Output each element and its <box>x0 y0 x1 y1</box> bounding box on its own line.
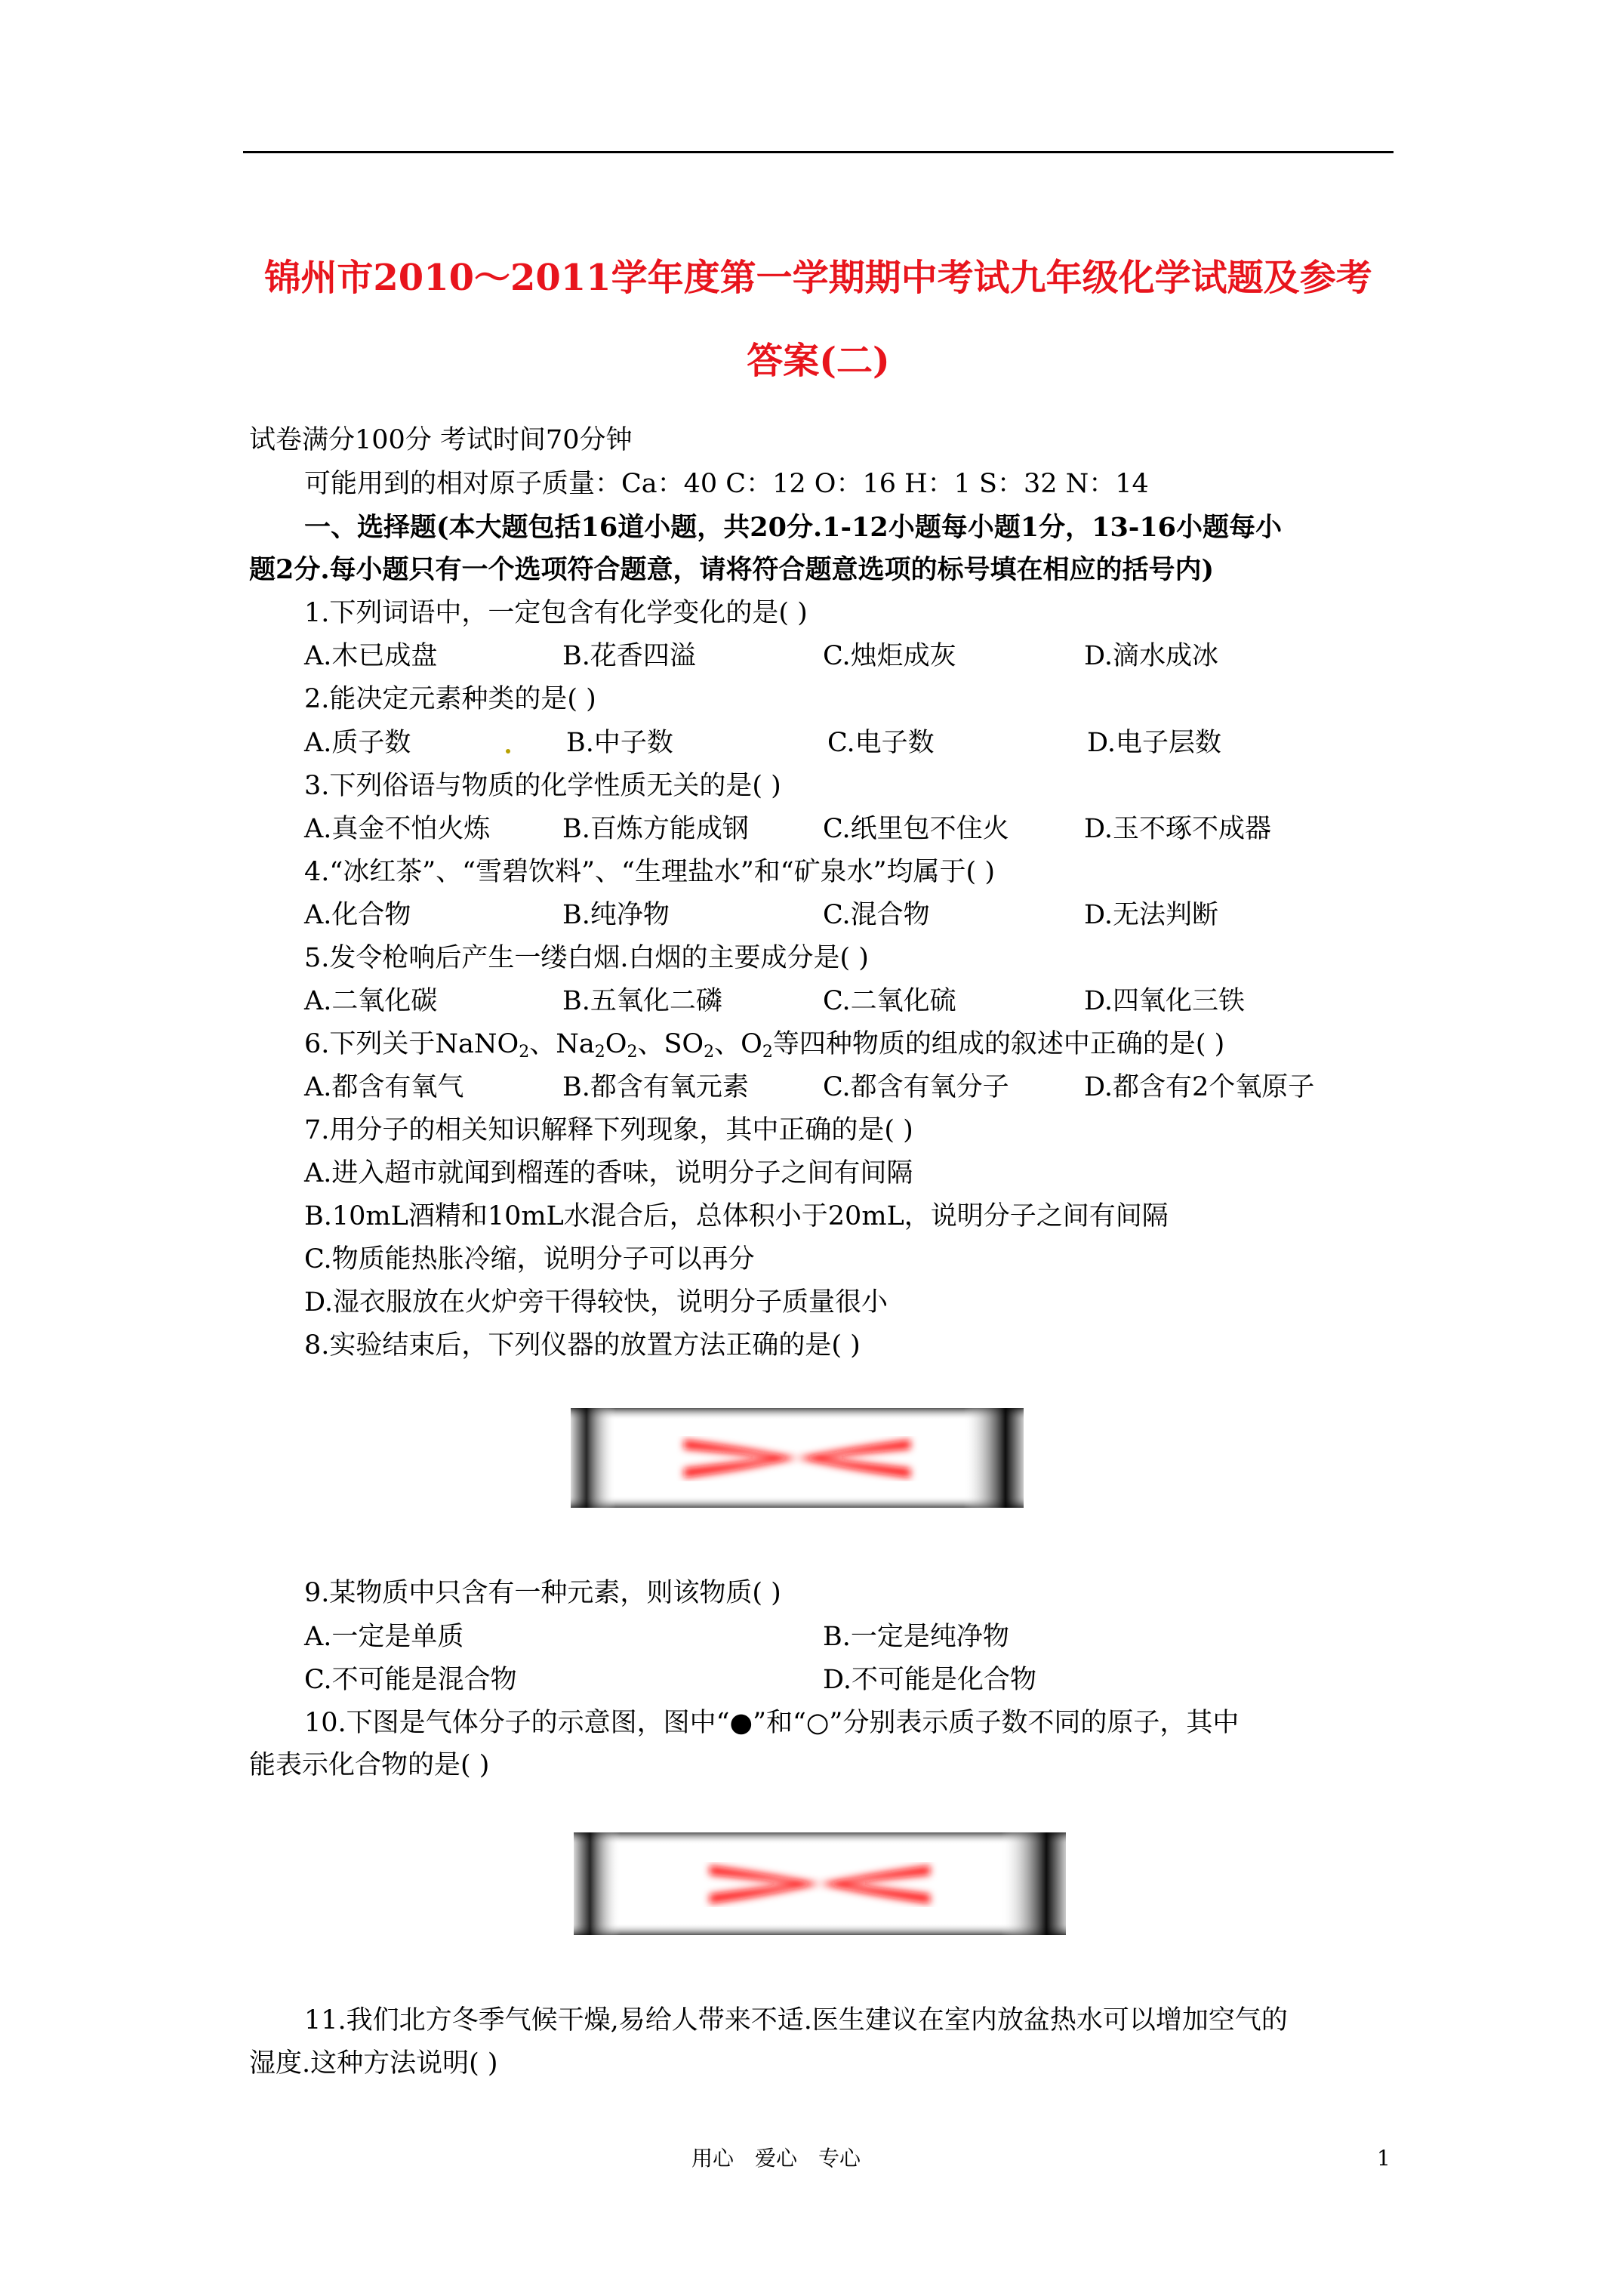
question-9-option-c: C.不可能是混合物 <box>304 1665 517 1695</box>
question-4-option-b: B.纯净物 <box>562 900 670 930</box>
page-title-line2: 答案(二) <box>747 340 890 382</box>
question-2-option-a: A.质子数 <box>304 728 411 758</box>
question-9-option-d: D.不可能是化合物 <box>823 1665 1036 1695</box>
question-2-stem: 2.能决定元素种类的是( ) <box>304 684 596 714</box>
footer-motto: 用心 爱心 专心 <box>691 2146 861 2171</box>
question-1-option-a: A.木已成盘 <box>304 641 438 671</box>
question-6-option-a: A.都含有氧气 <box>304 1072 464 1102</box>
question-3-option-d: D.玉不琢不成器 <box>1084 814 1271 844</box>
section-heading-line2: 题2分.每小题只有一个选项符合题意，请将符合题意选项的标号填在相应的括号内) <box>249 554 1215 585</box>
question-3-option-b: B.百炼方能成钢 <box>562 814 749 844</box>
question-7-option-c: C.物质能热胀冷缩，说明分子可以再分 <box>304 1244 755 1274</box>
question-11-stem-line1: 11.我们北方冬季气候干燥,易给人带来不适.医生建议在室内放盆热水可以增加空气的 <box>304 2005 1288 2036</box>
question-6-option-c: C.都含有氧分子 <box>823 1072 1009 1102</box>
page-title-line1: 锦州市2010～2011学年度第一学期期中考试九年级化学试题及参考 <box>264 257 1372 299</box>
atomic-mass-info: 可能用到的相对原子质量：Ca：40 C：12 O：16 H：1 S：32 N：14 <box>304 469 1149 499</box>
question-5-option-c: C.二氧化硫 <box>823 986 956 1016</box>
header-rule <box>243 151 1394 153</box>
question-6-stem: 6.下列关于NaNO$_2$、$Na_2O_2$、$SO_2$、$O_2$等四种物质的组成的叙述中正确的是( ) <box>304 1029 1225 1062</box>
question-5-stem: 5.发令枪响后产生一缕白烟.白烟的主要成分是( ) <box>304 943 869 973</box>
question-2-option-b: B.中子数 <box>566 728 673 758</box>
missing-image-placeholder <box>571 1408 1024 1508</box>
question-2-option-d: D.电子层数 <box>1087 728 1221 758</box>
question-6-option-b: B.都含有氧元素 <box>562 1072 749 1102</box>
question-6-option-d: D.都含有2个氧原子 <box>1084 1072 1315 1102</box>
question-1-option-b: B.花香四溢 <box>562 641 696 671</box>
question-9-option-b: B.一定是纯净物 <box>823 1622 1009 1652</box>
question-4-option-a: A.化合物 <box>304 900 411 930</box>
question-3-option-c: C.纸里包不住火 <box>823 814 1009 844</box>
question-10-stem-line2: 能表示化合物的是( ) <box>249 1750 490 1780</box>
question-5-option-a: A.二氧化碳 <box>304 986 438 1016</box>
question-9-stem: 9.某物质中只含有一种元素，则该物质( ) <box>304 1578 781 1608</box>
exam-info: 试卷满分100分 考试时间70分钟 <box>249 425 633 455</box>
question-1-option-d: D.滴水成冰 <box>1084 641 1218 671</box>
question-7-option-d: D.湿衣服放在火炉旁干得较快，说明分子质量很小 <box>304 1287 888 1318</box>
question-3-stem: 3.下列俗语与物质的化学性质无关的是( ) <box>304 771 781 801</box>
stray-dot <box>506 749 510 754</box>
question-7-option-b: B.10mL酒精和10mL水混合后，总体积小于20mL，说明分子之间有间隔 <box>304 1201 1169 1231</box>
missing-image-placeholder <box>574 1832 1066 1935</box>
page-number: 1 <box>1377 2146 1390 2171</box>
question-11-stem-line2: 湿度.这种方法说明( ) <box>249 2048 498 2079</box>
section-heading-line1: 一、选择题(本大题包括16道小题，共20分.1-12小题每小题1分，13-16小题每小 <box>304 512 1283 543</box>
question-4-option-c: C.混合物 <box>823 900 930 930</box>
question-1-option-c: C.烛炬成灰 <box>823 641 956 671</box>
question-4-option-d: D.无法判断 <box>1084 900 1218 930</box>
question-10-stem-line1: 10.下图是气体分子的示意图，图中“●”和“○”分别表示质子数不同的原子，其中 <box>304 1708 1240 1738</box>
question-7-option-a: A.进入超市就闻到榴莲的香味，说明分子之间有间隔 <box>304 1158 913 1188</box>
question-5-option-d: D.四氧化三铁 <box>1084 986 1245 1016</box>
question-2-option-c: C.电子数 <box>827 728 935 758</box>
question-4-stem: 4.“冰红茶”、“雪碧饮料”、“生理盐水”和“矿泉水”均属于( ) <box>304 857 995 887</box>
question-3-option-a: A.真金不怕火炼 <box>304 814 491 844</box>
question-7-stem: 7.用分子的相关知识解释下列现象，其中正确的是( ) <box>304 1115 913 1145</box>
question-8-stem: 8.实验结束后，下列仪器的放置方法正确的是( ) <box>304 1330 861 1361</box>
question-5-option-b: B.五氧化二磷 <box>562 986 722 1016</box>
question-1-stem: 1.下列词语中，一定包含有化学变化的是( ) <box>304 598 808 628</box>
question-9-option-a: A.一定是单质 <box>304 1622 464 1652</box>
